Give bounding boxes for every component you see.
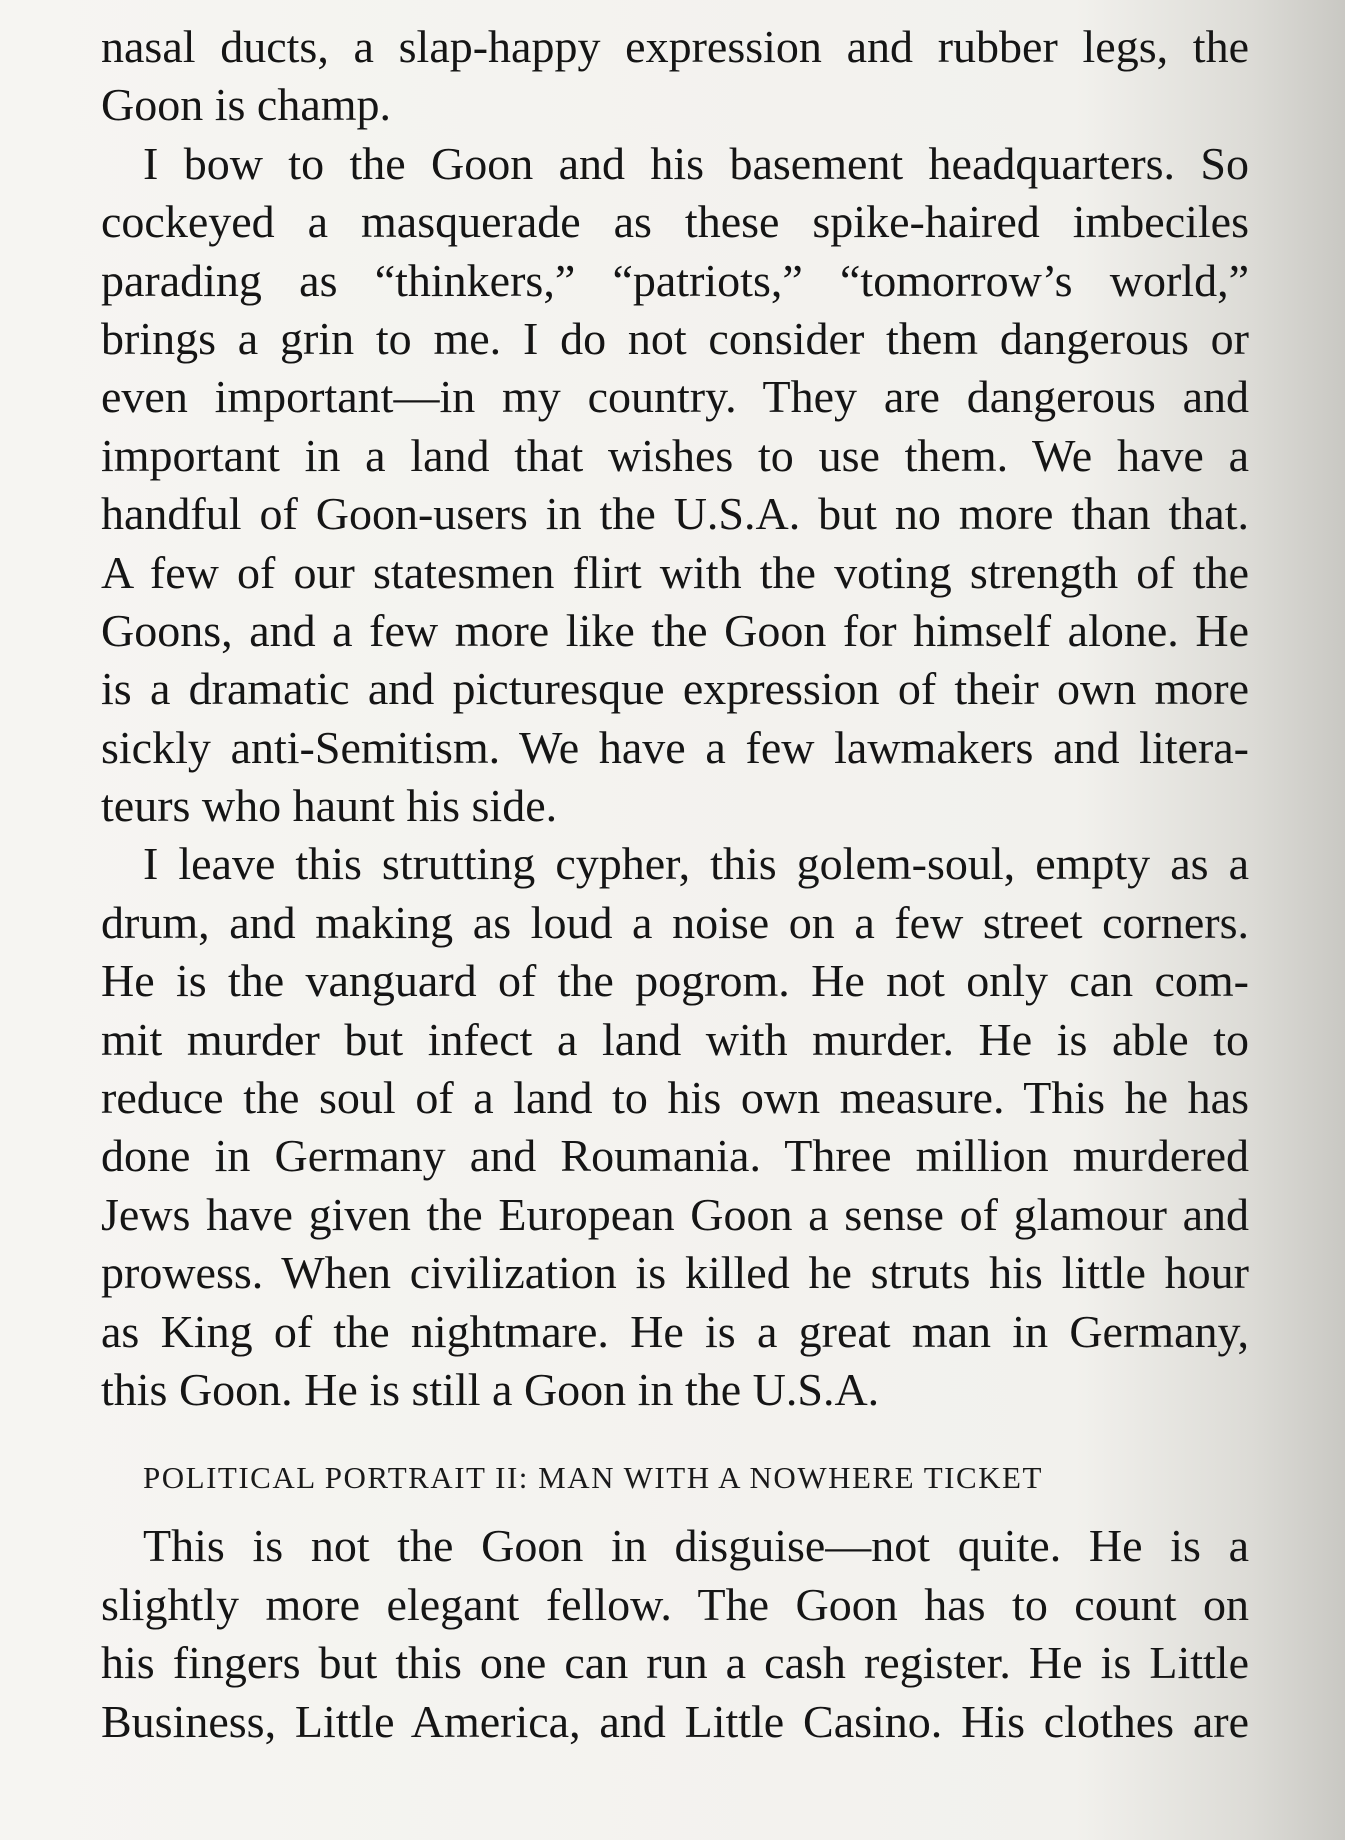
text-line: Goon is champ. (101, 79, 392, 131)
paragraph-4 (101, 1517, 1249, 1751)
text-line: important in a land that wishes to use them. We have a (101, 429, 1249, 481)
text-line: nasal ducts, a slap-happy expression and rubber legs, the (101, 21, 1249, 72)
text-line: Jews have given the European Goon a sense of glamour and (101, 1188, 1249, 1240)
text-line: This is not the Goon in disguise—not quite. He is a (143, 1520, 1249, 1572)
text-line: A few of our statesmen flirt with the voting strength of the (101, 546, 1249, 598)
paragraph-1 (101, 18, 1249, 135)
spacer (101, 1419, 1249, 1453)
text-line: reduce the soul of a land to his own measure. This he has (101, 1072, 1249, 1124)
text-line: Goons, and a few more like the Goon for himself alone. He (101, 604, 1249, 656)
text-line: this Goon. He is still a Goon in the U.S.A. (101, 1363, 880, 1415)
text-line: handful of Goon-users in the U.S.A. but no more than that. (101, 488, 1249, 540)
paragraph-3 (101, 835, 1249, 1419)
text-line: mit murder but infect a land with murder. He is able to (101, 1013, 1249, 1065)
text-line: I bow to the Goon and his basement headquarters. So (143, 137, 1249, 189)
text-line: I leave this strutting cypher, this golem-soul, empty as a (143, 838, 1249, 890)
text-line: Business, Little America, and Little Casino. His clothes are (101, 1695, 1249, 1747)
text-line: teurs who haunt his side. (101, 780, 558, 832)
text-line: done in Germany and Roumania. Three million murdered (101, 1130, 1249, 1182)
text-line: drum, and making as loud a noise on a few street corners. (101, 896, 1249, 948)
text-line: cockeyed a masquerade as these spike-haired imbeciles (101, 196, 1249, 248)
paragraph-2 (101, 135, 1249, 836)
text-line: parading as “thinkers,” “patriots,” “tomorrow’s world,” (101, 254, 1249, 306)
spacer (101, 1503, 1249, 1517)
text-line: prowess. When civilization is killed he struts his little hour (101, 1247, 1249, 1299)
text-line: his fingers but this one can run a cash register. He is Little (101, 1637, 1249, 1689)
section-heading: POLITICAL PORTRAIT II: MAN WITH A NOWHERE TICKET (143, 1460, 1043, 1496)
text-line: as King of the nightmare. He is a great man in Germany, (101, 1305, 1249, 1357)
text-line: He is the vanguard of the pogrom. He not only can com- (101, 955, 1249, 1007)
text-line: brings a grin to me. I do not consider them dangerous or (101, 312, 1249, 364)
text-line: even important—in my country. They are dangerous and (101, 371, 1249, 423)
text-line: is a dramatic and picturesque expression of their own more (101, 663, 1249, 715)
text-line: sickly anti-Semitism. We have a few lawmakers and litera- (101, 721, 1249, 773)
text-line: slightly more elegant fellow. The Goon has to count on (101, 1578, 1249, 1630)
page-body (101, 18, 1249, 1751)
